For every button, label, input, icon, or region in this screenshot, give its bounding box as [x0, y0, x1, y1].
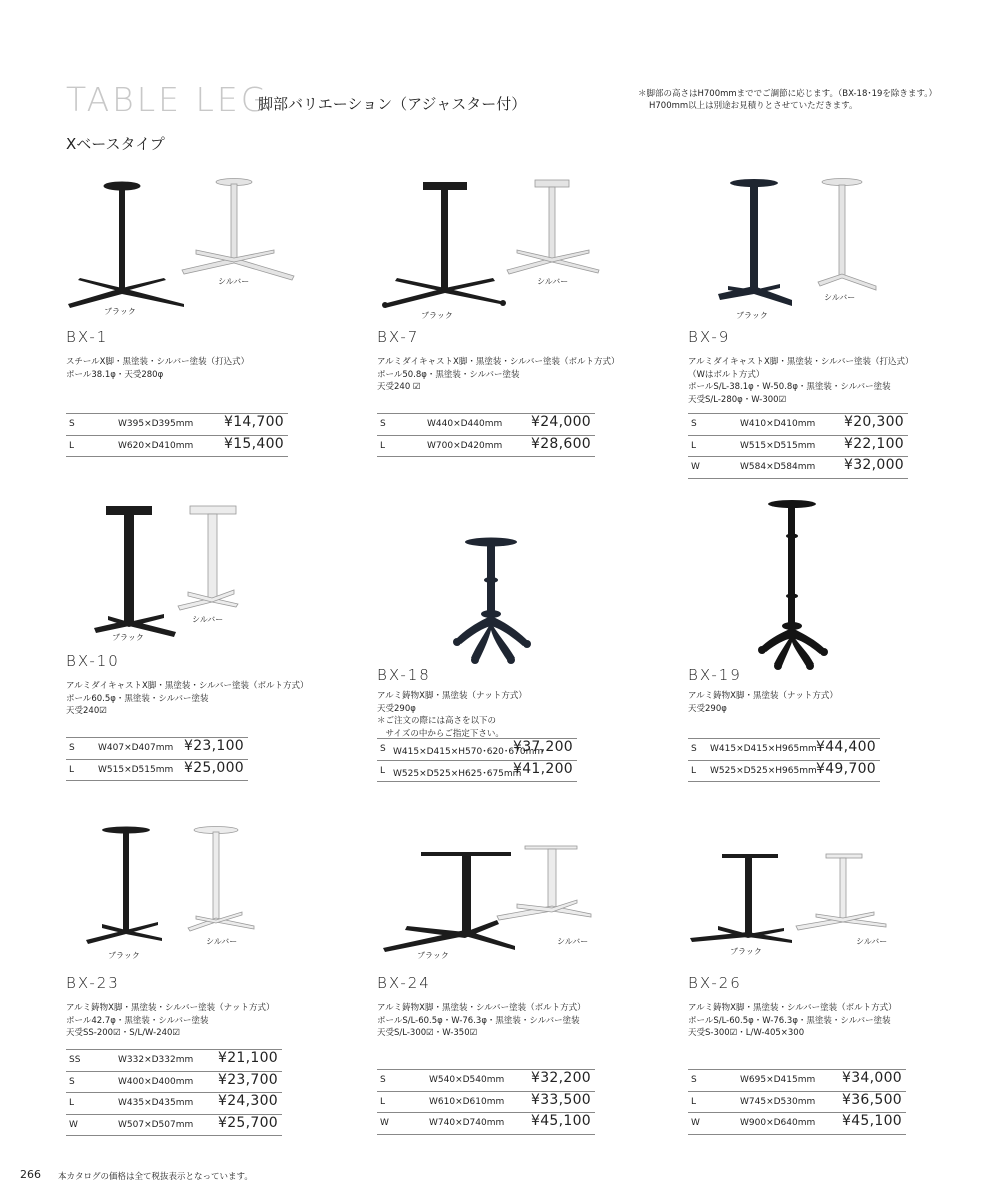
price-cell: ¥23,700 [218, 1071, 278, 1088]
dim-cell: W515×D515mm [98, 764, 174, 775]
product-desc [66, 1002, 275, 1040]
table-row [66, 1093, 282, 1115]
dim-cell: W700×D420mm [427, 440, 503, 451]
product-code: BX-26 [688, 974, 742, 992]
silver-leg-image [178, 506, 238, 610]
product-desc [688, 356, 914, 406]
black-leg-image [68, 182, 184, 308]
size-cell: L [380, 440, 386, 451]
product-code: BX-7 [377, 328, 420, 346]
dim-cell: W610×D610mm [429, 1096, 505, 1107]
size-cell: W [691, 1118, 700, 1128]
table-row [688, 739, 880, 761]
product-desc [377, 356, 620, 394]
price-cell: ¥22,100 [844, 435, 904, 452]
silver-label: シルバー [218, 277, 250, 286]
size-cell: S [691, 419, 697, 429]
desc-line: 天受SS-200☑・S/L/W-240☑ [66, 1028, 181, 1038]
product-bx-23 [66, 820, 296, 1140]
product-desc [66, 356, 249, 381]
dim-cell: W695×D415mm [740, 1075, 816, 1085]
silver-label: シルバー [824, 293, 856, 302]
size-cell: W [380, 1118, 389, 1128]
size-cell: SS [69, 1055, 81, 1065]
product-image-bx-19 [688, 494, 918, 674]
silver-leg-image [497, 846, 591, 920]
product-bx-10 [66, 496, 309, 786]
desc-line: 天受S/L-280φ・W-300☑ [688, 394, 787, 405]
product-desc [377, 1002, 586, 1040]
price-cell: ¥23,100 [184, 738, 244, 754]
price-table [377, 1069, 595, 1135]
table-row [688, 457, 908, 479]
size-cell: L [69, 764, 75, 775]
dim-cell: W540×D540mm [429, 1075, 505, 1085]
size-cell: L [69, 1098, 75, 1108]
table-row [66, 1072, 282, 1094]
table-row [688, 436, 908, 458]
black-label: ブラック [417, 951, 449, 960]
price-table [66, 1049, 282, 1136]
desc-line: ポールS/L-38.1φ・W-50.8φ・黒塗装・シルバー塗装 [688, 382, 891, 392]
product-desc [66, 680, 309, 718]
black-label: ブラック [736, 311, 768, 320]
black-leg-image [383, 852, 515, 952]
desc-line: ポール50.8φ・黒塗装・シルバー塗装 [377, 369, 520, 380]
dim-cell: W435×D435mm [118, 1098, 194, 1108]
silver-label: シルバー [557, 937, 589, 946]
product-bx-24 [377, 842, 607, 1142]
price-cell: ¥41,200 [513, 760, 573, 777]
price-cell: ¥28,600 [531, 435, 591, 452]
product-code: BX-18 [377, 666, 431, 684]
footer-note: 本カタログの価格は全て税抜表示となっています。 [58, 1172, 253, 1182]
price-cell: ¥14,700 [224, 414, 284, 430]
table-row [66, 436, 288, 458]
product-image-bx-24 [377, 842, 607, 972]
table-row [66, 760, 248, 782]
size-cell: S [69, 1076, 75, 1087]
desc-line: アルミ鋳物X脚・黒塗装（ナット方式） [377, 691, 527, 701]
size-cell: L [69, 440, 75, 451]
section-title: Xベースタイプ [66, 135, 165, 153]
product-desc [688, 1002, 897, 1040]
price-cell: ¥45,100 [842, 1113, 902, 1129]
dim-cell: W745×D530mm [740, 1096, 816, 1107]
table-row [377, 1092, 595, 1114]
product-image-bx-23 [66, 820, 296, 970]
black-leg-image [690, 854, 792, 943]
price-cell: ¥25,700 [218, 1114, 278, 1131]
dim-cell: W740×D740mm [429, 1118, 505, 1128]
desc-line: ＊ご注文の際には高さを以下の [377, 716, 497, 726]
price-cell: ¥25,000 [184, 759, 244, 776]
size-cell: L [691, 765, 697, 776]
silver-leg-image [188, 827, 254, 932]
size-cell: L [691, 440, 697, 451]
price-cell: ¥36,500 [842, 1091, 902, 1108]
price-cell: ¥15,400 [224, 435, 284, 452]
desc-line: アルミ鋳物X脚・黒塗装・シルバー塗装（ナット方式） [66, 1003, 275, 1013]
size-cell: W [691, 462, 700, 472]
desc-line: 天受290φ [688, 703, 727, 714]
black-leg-image [94, 506, 176, 637]
price-cell: ¥45,100 [531, 1113, 591, 1129]
black-leg-image [453, 538, 531, 665]
desc-line: アルミダイキャストX脚・黒塗装・シルバー塗装（ボルト方式） [66, 681, 309, 691]
header-note-line: H700mm以上は別途お見積りとさせていただきます。 [649, 101, 858, 111]
price-cell: ¥32,200 [531, 1070, 591, 1086]
product-image-bx-26 [688, 842, 918, 972]
price-cell: ¥24,000 [531, 414, 591, 430]
dim-cell: W395×D395mm [118, 419, 194, 429]
dim-cell: W507×D507mm [118, 1119, 194, 1130]
black-label: ブラック [112, 633, 144, 642]
price-cell: ¥21,100 [218, 1050, 278, 1066]
desc-line: ポール38.1φ・天受280φ [66, 369, 164, 380]
dim-cell: W525×D525×H625･675mm [393, 768, 522, 779]
product-image-bx-9 [688, 170, 918, 320]
table-row [377, 739, 577, 761]
price-cell: ¥37,200 [513, 739, 573, 755]
black-leg-image [758, 500, 828, 670]
page-number: 266 [20, 1168, 41, 1181]
dim-cell: W415×D415×H965mm [710, 744, 817, 754]
black-label: ブラック [730, 947, 762, 956]
silver-label: シルバー [206, 937, 238, 946]
size-cell: S [69, 743, 75, 753]
black-label: ブラック [108, 951, 140, 960]
table-row [377, 761, 577, 783]
desc-line: アルミ鋳物X脚・黒塗装・シルバー塗装（ボルト方式） [377, 1003, 586, 1013]
price-table [688, 1069, 906, 1135]
product-image-bx-10 [66, 496, 296, 646]
size-cell: S [691, 1075, 697, 1085]
black-label: ブラック [421, 311, 453, 320]
desc-line: 天受S/L-300☑・W-350☑ [377, 1028, 478, 1038]
table-row [688, 414, 908, 436]
product-desc [377, 690, 527, 740]
black-label: ブラック [104, 307, 136, 316]
size-cell: S [69, 419, 75, 429]
table-row [377, 1113, 595, 1135]
price-cell: ¥24,300 [218, 1093, 278, 1109]
page-title: TABLE LEG [66, 80, 270, 119]
product-bx-18 [377, 530, 607, 790]
size-cell: S [380, 419, 386, 429]
product-image-bx-7 [377, 170, 607, 320]
product-code: BX-1 [66, 328, 109, 346]
product-code: BX-24 [377, 974, 431, 992]
price-table [688, 738, 880, 782]
dim-cell: W410×D410mm [740, 419, 816, 429]
price-table [688, 413, 908, 479]
product-bx-9 [688, 170, 918, 490]
size-cell: S [380, 744, 386, 754]
price-table [66, 413, 288, 457]
product-image-bx-18 [377, 530, 607, 670]
size-cell: L [380, 1096, 386, 1107]
table-row [66, 738, 248, 760]
price-table [66, 737, 248, 781]
black-leg-image [86, 827, 162, 945]
size-cell: L [380, 765, 386, 776]
dim-cell: W515×D515mm [740, 440, 816, 451]
price-cell: ¥33,500 [531, 1091, 591, 1108]
table-row [377, 1070, 595, 1092]
desc-line: アルミ鋳物X脚・黒塗装・シルバー塗装（ボルト方式） [688, 1003, 897, 1013]
desc-line: 天受240 ☑ [377, 382, 421, 392]
silver-label: シルバー [856, 937, 888, 946]
dim-cell: W525×D525×H965mm [710, 765, 817, 776]
price-table [377, 738, 577, 782]
product-code: BX-23 [66, 974, 120, 992]
price-cell: ¥20,300 [844, 414, 904, 430]
price-cell: ¥49,700 [816, 760, 876, 777]
product-bx-1 [66, 170, 296, 460]
dim-cell: W400×D400mm [118, 1076, 194, 1087]
silver-label: シルバー [192, 615, 224, 624]
dim-cell: W620×D410mm [118, 440, 194, 451]
header-note [638, 88, 937, 112]
size-cell: S [380, 1075, 386, 1085]
desc-line: アルミ鋳物X脚・黒塗装（ナット方式） [688, 691, 838, 701]
black-leg-image [382, 182, 506, 308]
desc-line: サイズの中からご指定下さい。 [377, 728, 504, 739]
size-cell: L [691, 1096, 697, 1107]
price-table [377, 413, 595, 457]
size-cell: S [691, 744, 697, 754]
page-subtitle: 脚部バリエーション（アジャスター付） [258, 95, 527, 113]
product-image-bx-1 [66, 170, 296, 320]
price-cell: ¥32,000 [844, 457, 904, 473]
dim-cell: W332×D332mm [118, 1055, 194, 1065]
product-code: BX-9 [688, 328, 731, 346]
table-row [688, 1113, 906, 1135]
silver-leg-image [818, 179, 876, 291]
table-row [66, 1115, 282, 1137]
table-row [377, 436, 595, 458]
price-cell: ¥44,400 [816, 739, 876, 755]
dim-cell: W440×D440mm [427, 419, 503, 429]
dim-cell: W584×D584mm [740, 462, 816, 472]
product-bx-19 [688, 494, 918, 784]
desc-line: アルミダイキャストX脚・黒塗装・シルバー塗装（ボルト方式） [377, 357, 620, 367]
product-bx-7 [377, 170, 620, 460]
product-bx-26 [688, 842, 918, 1142]
desc-line: 天受S-300☑・L/W-405×300 [688, 1028, 805, 1038]
table-row [688, 1092, 906, 1114]
silver-label: シルバー [537, 277, 569, 286]
desc-line: 天受290φ [377, 703, 416, 714]
table-row [688, 761, 880, 783]
desc-line: （Wはボルト方式） [688, 369, 765, 380]
desc-line: ポールS/L-60.5φ・W-76.3φ・黒塗装・シルバー塗装 [688, 1015, 891, 1026]
silver-leg-image [796, 854, 886, 930]
price-cell: ¥34,000 [842, 1070, 902, 1086]
product-code: BX-19 [688, 666, 742, 684]
desc-line: ポール60.5φ・黒塗装・シルバー塗装 [66, 693, 209, 704]
black-leg-image [718, 179, 792, 306]
product-desc [688, 690, 838, 715]
dim-cell: W415×D415×H570･620･670mm [393, 747, 544, 757]
desc-line: ポールS/L-60.5φ・W-76.3φ・黒塗装・シルバー塗装 [377, 1015, 580, 1026]
desc-line: アルミダイキャストX脚・黒塗装・シルバー塗装（打込式） [688, 357, 914, 367]
dim-cell: W407×D407mm [98, 743, 174, 753]
table-row [66, 414, 288, 436]
header-note-line: ＊脚部の高さはH700mmまででご調節に応じます。（BX-18･19を除きます。） [638, 89, 937, 99]
size-cell: W [69, 1119, 78, 1130]
table-row [688, 1070, 906, 1092]
silver-leg-image [182, 179, 294, 281]
desc-line: 天受240☑ [66, 706, 107, 716]
silver-leg-image [507, 180, 599, 274]
product-code: BX-10 [66, 652, 120, 670]
table-row [66, 1050, 282, 1072]
dim-cell: W900×D640mm [740, 1118, 816, 1128]
table-row [377, 414, 595, 436]
desc-line: ポール42.7φ・黒塗装・シルバー塗装 [66, 1015, 209, 1026]
desc-line: スチールX脚・黒塗装・シルバー塗装（打込式） [66, 357, 250, 367]
